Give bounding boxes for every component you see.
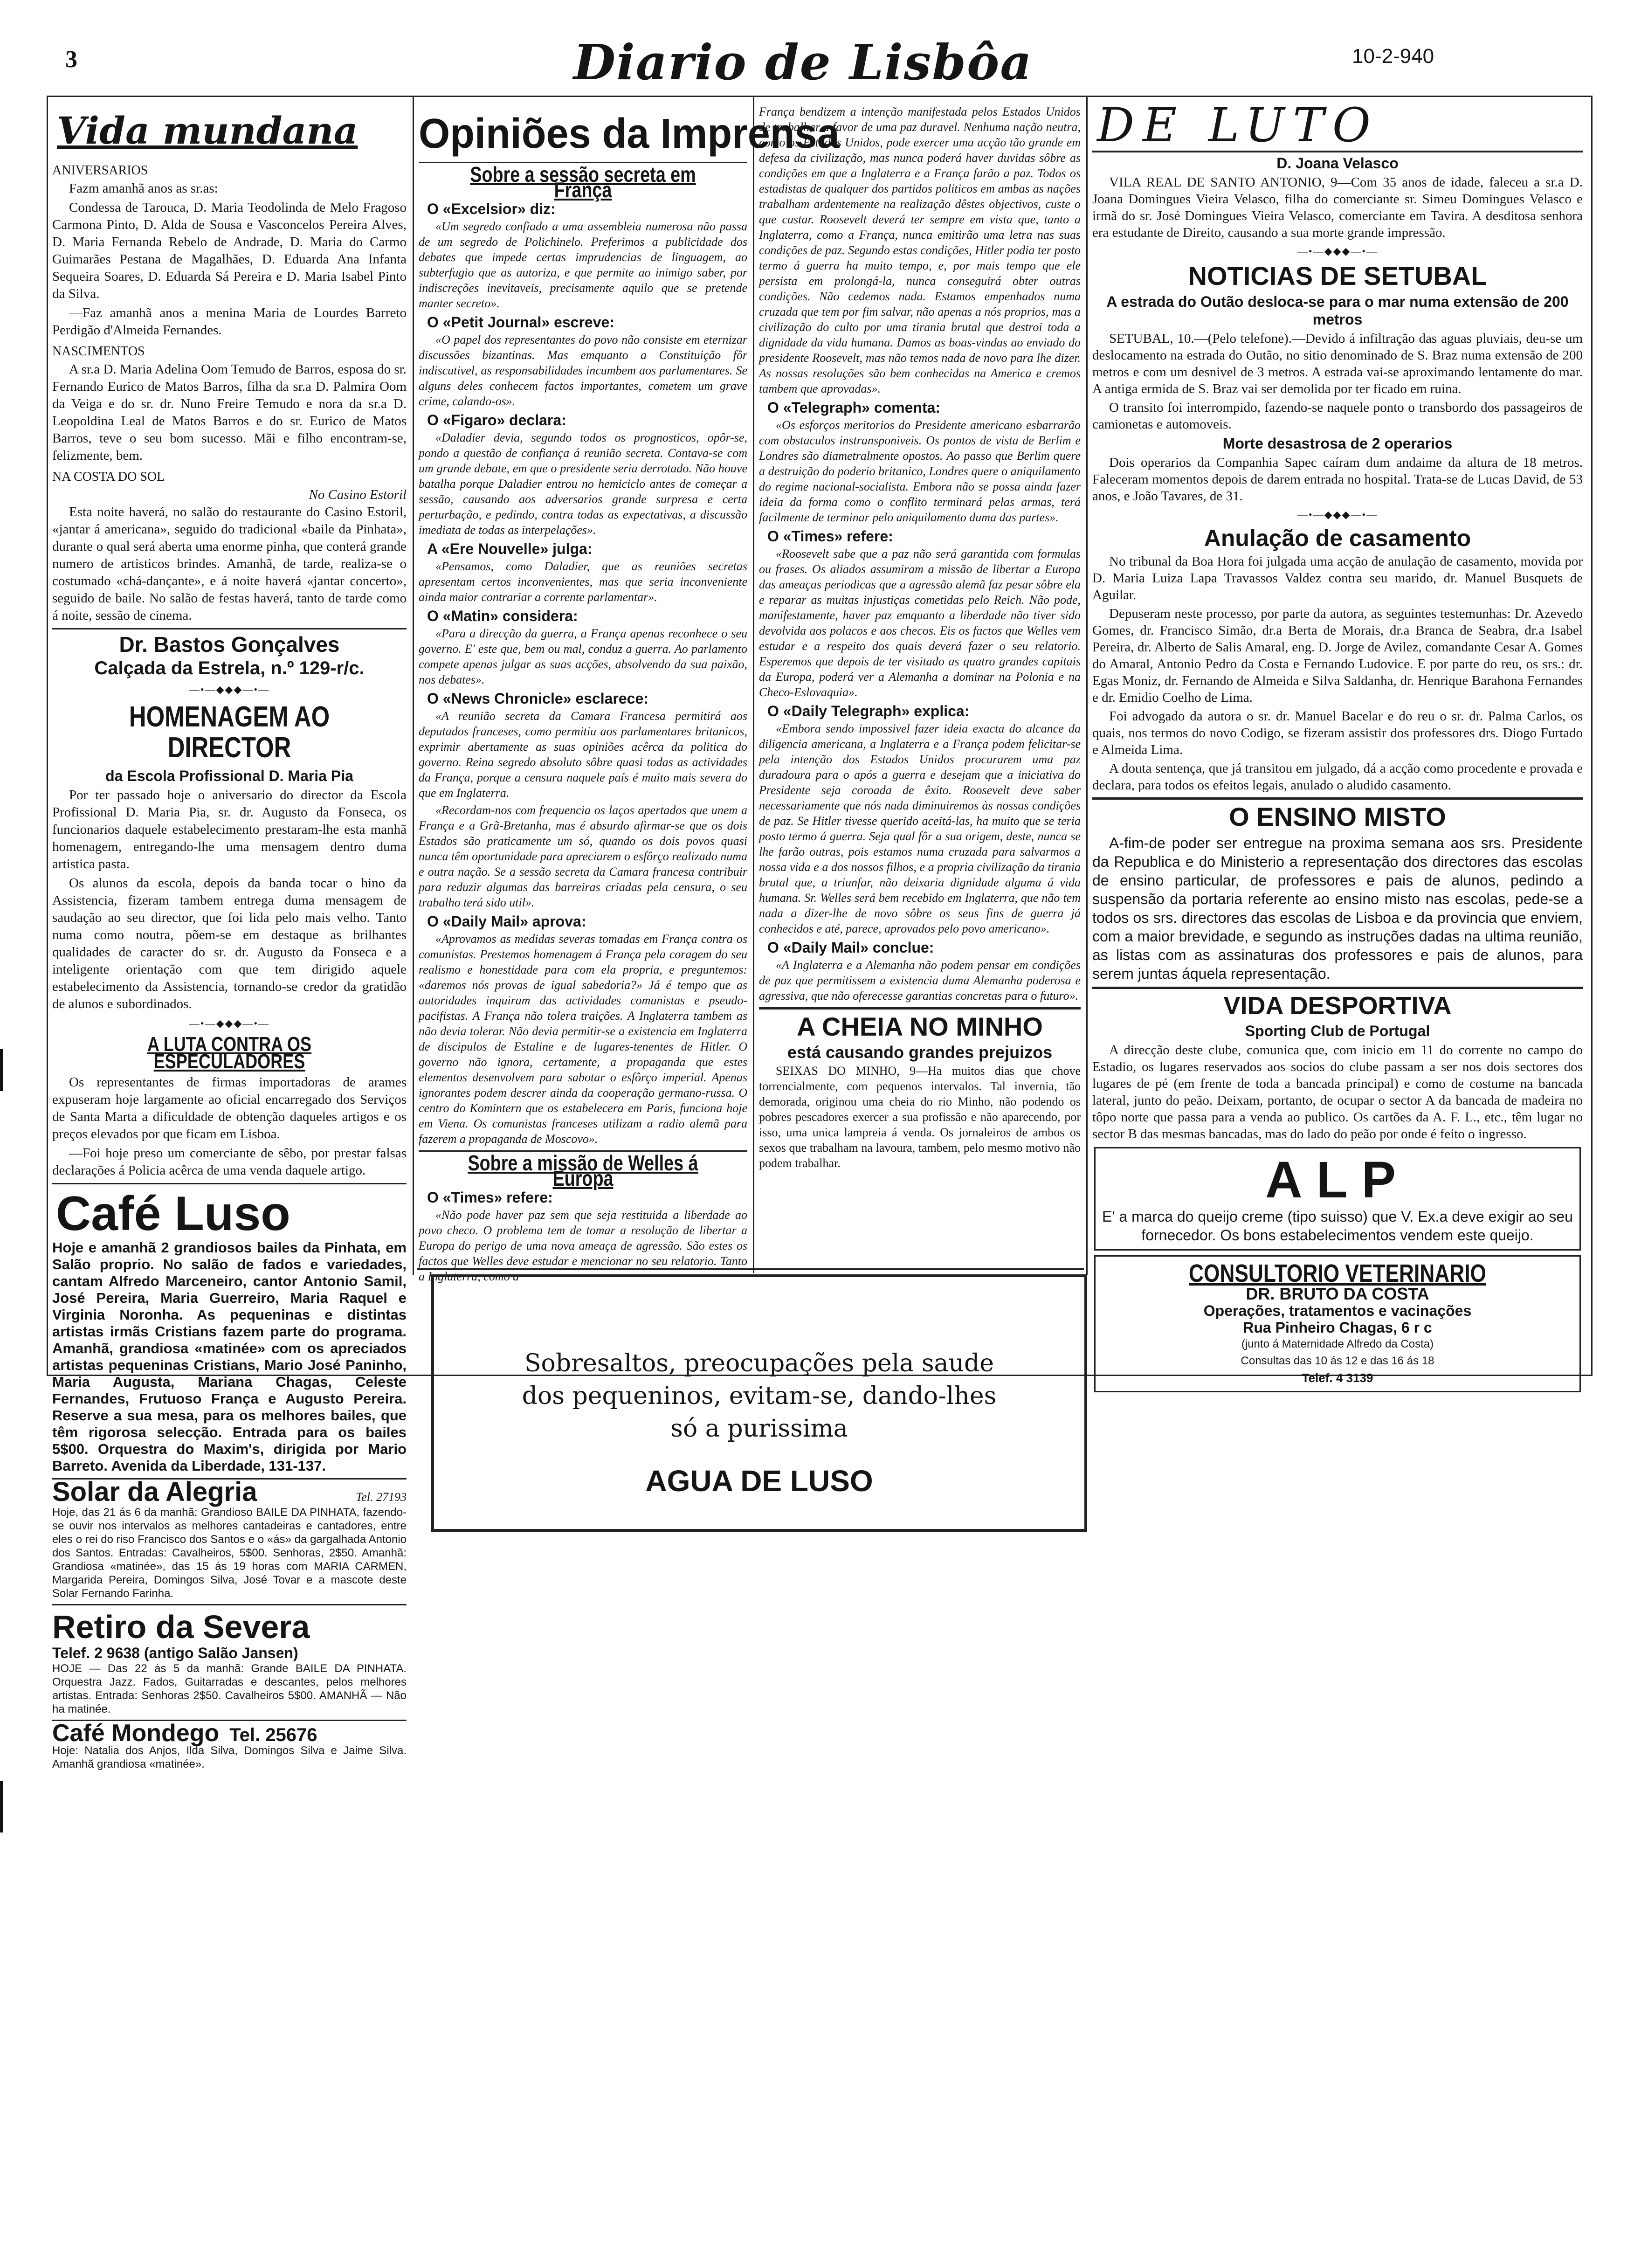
alp-title: ALP <box>1265 1151 1410 1209</box>
bastos-name: Dr. Bastos Gonçalves <box>119 632 340 657</box>
matin-body: «Para a direcção da guerra, a França apenas reconhece o seu governo. E' este que, bem ou mal, conduz a guerra. Ao parlamento compete apenas julgar as suas acções, absolvendo da sua paixão, nos debates». <box>419 627 747 686</box>
agua-de-luso-brand: AGUA DE LUSO <box>645 1464 873 1498</box>
mondego-tel: Tel. 25676 <box>229 1725 317 1746</box>
news-chronicle-body-2: «Recordam-nos com frequencia os laços apertados que unem a França e a Grã-Bretanha, mas é absurdo afirmar-se que os dois Estados são praticamente um só, quando os dois povos quasi nunca têm oportunidade para apreciarem o esfôrço realizado numa e outra nação. Se a sessão secreta da Camara francesa contribuir para reduzir algumas das barreiras criadas pela censura, o seu trabalho terá sido util». <box>419 803 747 909</box>
daily-mail-body: «Aprovamos as medidas severas tomadas em França contra os comunistas. Prestemos homenagem á França pela coragem do seu realismo e honestidade para com ela propria, e preguntemos: «daremos nós provas de igual sabedoria?» Já é tempo que as autoridades inquiram das actividades comunistas e pseudo-pacifistas. A França não tolera traições. A Inglaterra tambem as não devia tolerar. Não devia permitir-se a existencia em Inglaterra de discipulos de Estaline e de lugares-tenentes de Hitler. O governo não ignora, certamente, a propaganda que estes elementos desenvolvem para sabotar o esfôrço imperial. Apenas ignorantes podem descrer ainda da cooperação germano-russa. O centro do Komintern que os estabelecera em Paris, funciona hoje em Viena. Os comunistas franceses utilizam a radio alemã para fazerem a propaganda de Moscovo». <box>419 932 747 1146</box>
severa-tel: Telef. 2 9638 (antigo Salão Jansen) <box>52 1645 298 1662</box>
column-divider <box>1086 96 1088 1275</box>
cheia-subtitle: está causando grandes prejuizos <box>787 1042 1053 1062</box>
homenagem-body-1: Por ter passado hoje o aniversario do director da Escola Profissional D. Maria Pia, sr. dr. Augusto da Fonseca, os funcionarios daquele estabelecimento prestaram-lhe esta manhã homenagem, entregando-lhe uma mensagem dentro duma artistica pasta. <box>52 788 407 872</box>
costa-body: Esta noite haverá, no salão do restaurante do Casino Estoril, «jantar á americana», seguido do tradicional «baile da Pinhata», durante o qual será aberta uma enorme pinha, que conterá grande numero de artisticos brindes. Amanhã, de tarde, realiza-se o costumado «chá-dançante», e á noite haverá «jantar concerto», seguido de baile. No salão de festas haverá, tanto de tarde como á noite, sessão de cinema. <box>52 505 407 623</box>
opinioes-subhead-2: Sobre a missão de Welles á Europa <box>468 1151 698 1190</box>
daily-mail-2-body: «A Inglaterra e a Alemanha não podem pensar em condições de paz que permitissem a existencia duma Alemanha poderosa e agressiva, que não oferecesse garantias concretas para o futuro». <box>759 958 1081 1003</box>
cheia-title: A CHEIA NO MINHO <box>797 1012 1043 1041</box>
luto-name: D. Joana Velasco <box>1276 155 1399 172</box>
desportiva-title: VIDA DESPORTIVA <box>1223 992 1452 1020</box>
mondego-title: Café Mondego <box>52 1720 220 1747</box>
ornament: —•—◆◆◆—•— <box>189 1017 270 1030</box>
vet-services: Operações, tratamentos e vacinações <box>1203 1302 1472 1319</box>
opinioes-continuation: França bendizem a intenção manifestada pelos Estados Unidos de trabalhar a favor de uma paz duravel. Nenhuma nação neutra, como os Estados Unidos, pode exercer uma acção tão grande em defesa da civilização, mas nunca poderá haver duvidas sôbre as condições em que a Inglaterra e a França farão a paz. Todos os estadistas de qualquer dos partidos politicos em ambas as nações trabalham ardentemente na realização dêstes objectivos, custe o que custar. Roosevelt deverá ter sempre em vista que, tanto a Inglaterra, como a França, nunca emitirão uma letra nas suas condições de paz. Segundo estas condições, Hitler podia ter posto termo á guerra ha muito tempo, e, por mais tempo que ele persista em prolongá-la, nunca conseguirá obter outras condições. Não cedemos nada. Estamos empenhados numa cruzada que tem por fim salvar, não apenas a nós proprios, mas a civilização do culto por uma tirania brutal que destroi toda a dignidade da vida humana. Damos as boas-vindas ao enviado do presidente Roosevelt, mas não temos nada de novo para lhe dizer. As nossas resoluções são bem conhecidas na America e cremos tambem que aprovadas». <box>759 105 1081 395</box>
desportiva-body: A direcção deste clube, comunica que, com inicio em 11 do corrente no campo do Estadio, os lugares reservados aos socios do clube passam a ser nos dois sectores dos lugares de pé (em frente de toda a bancada principal) e como de costume na bancada lateral, junto do peão. Deixam, portanto, de ocupar o sector A da bancada de madeira no tôpo norte que passa para a venda ao publico. Os cartões da A. F. L., etc., têm lugar no sector B das mesmas bancadas, mas do lado do peão por onde é feito o ingresso. <box>1092 1042 1583 1141</box>
setubal-subhead-1: A estrada do Outão desloca-se para o mar numa extensão de 200 metros <box>1106 293 1569 328</box>
telegraph-label: O «Telegraph» comenta: <box>767 399 941 416</box>
luta-title: A LUTA CONTRA OS ESPECULADORES <box>147 1033 312 1073</box>
column-left <box>52 100 407 1771</box>
opinioes-subhead-1: Sobre a sessão secreta em França <box>470 162 696 202</box>
severa-body: HOJE — Das 22 ás 5 da manhã: Grande BAILE DA PINHATA. Orquestra Jazz. Fados, Guitarradas e descantes, pelos melhores artistas. Entrada: Senhoras 2$50. Cavalheiros 5$00. AMANHÃ — Não ha matinée. <box>52 1662 407 1716</box>
times-body: «Não pode haver paz sem que seja restituida a liberdade ao povo checo. O problema tem de tomar a resolução de libertar a Europa do perigo de uma nova ameaça de agressão. São estes os factos que Welles deve estudar e mencionar no seu relatorio. Tanto a Inglaterra, como a <box>419 1208 747 1283</box>
scan-mark <box>0 1781 3 1832</box>
anulacao-body-4: A douta sentença, que já transitou em julgado, dá a acção como procedente e provada e declara, para todos os efeitos legais, anulado o aludido casamento. <box>1092 761 1583 793</box>
divider <box>52 1183 407 1184</box>
aniversarios-intro: Fazm amanhã anos as sr.as: <box>69 181 218 196</box>
excelsior-body: «Um segredo confiado a uma assembleia numerosa não passa de um segredo de Polichinelo. Preferimos a publicidade dos debates que impede certas imprudencias de linguagem, ao subterfugio que as autoriza, e que permite ao inimigo saber, por indiscreções inevitaveis, precisamente aquilo que se pretende manter secreto». <box>419 220 747 310</box>
excelsior-label: O «Excelsior» diz: <box>427 201 556 217</box>
ensino-title: O ENSINO MISTO <box>1229 802 1446 832</box>
ere-nouvelle-label: A «Ere Nouvelle» julga: <box>427 540 593 557</box>
aniversarios-extra: —Faz amanhã anos a menina Maria de Lourdes Barreto Perdigão d'Almeida Fernandes. <box>52 305 407 338</box>
setubal-title: NOTICIAS DE SETUBAL <box>1188 261 1487 290</box>
setubal-body-1b: O transito foi interrompido, fazendo-se naquele ponto o transbordo dos passageiros de camionetas e automoveis. <box>1092 400 1583 432</box>
luto-title: DE LUTO <box>1092 100 1583 152</box>
luta-body-1: Os representantes de firmas importadoras de arames expuseram hoje largamente ao oficial encarregado dos Serviços de Santa Marta a dificuldade de obtenção daqueles artigos e os preços elevados por que ficam em Lisboa. <box>52 1075 407 1142</box>
aniversarios-body: Condessa de Tarouca, D. Maria Teodolinda de Melo Fragoso Carmona Pinto, D. Alda de Sousa e Vasconcelos Pereira Alves, D. Maria Fernanda Rebelo de Andrade, D. Maria do Carmo Guimarães Pestana de Magalhães, D. Eduarda Ana Infanta Sequeira Soares, D. Eduarda Sá Pereira e D. Maria Isabel Pinto da Silva. <box>52 200 407 301</box>
daily-telegraph-label: O «Daily Telegraph» explica: <box>767 703 970 719</box>
vet-doctor: DR. BRUTO DA COSTA <box>1246 1284 1429 1303</box>
times-2-body: «Roosevelt sabe que a paz não será garantida com formulas ou frases. Os aliados assumiram a missão de libertar a Europa das ameaças periodicas que a agressão alemã faz pesar sôbre ela e reparar as muitas injustiças cometidas pelo Reich. Não pode, manifestamente, haver paz emquanto a liberdade não tiver sido devolvida aos polacos e aos checos. Eis os factos que Welles vem estudar e a respeito dos quais deverá fazer o seu relatorio. Esperemos que depois de ter visitado as quatro grandes capitais da Europa, poderá ver a Alemanha a dominar na Polonia e na Checo-Eslovaquia». <box>759 547 1081 699</box>
news-chronicle-body-1: «A reunião secreta da Camara Francesa permitirá aos deputados franceses, como permitiu aos parlamentares britanicos, exprimir abertamente as suas opiniões acêrca da politica do governo. Reina segredo absoluto sôbre quasi todas as actividades da França, porque a censura naquele país é muito mais severa do que em Inglaterra. <box>419 709 747 800</box>
aniversarios-label: ANIVERSARIOS <box>52 163 148 178</box>
opinioes-title: Opiniões da Imprensa <box>419 111 840 157</box>
column-divider <box>753 96 754 1273</box>
scan-mark <box>0 1049 3 1091</box>
homenagem-title: HOMENAGEM AO DIRECTOR <box>129 701 330 764</box>
severa-title: Retiro da Severa <box>52 1609 310 1646</box>
divider <box>52 1604 407 1605</box>
ornament: —•—◆◆◆—•— <box>189 684 270 696</box>
ensino-body: A-fim-de poder ser entregue na proxima semana aos srs. Presidente da Republica e do Ministerio a representação dos directores das escolas de ensino particular, de professores e pais de alunos, pedindo a suspensão da portaria referente ao ensino misto nas escolas, pede-se a todos os srs. directores das escolas de Lisboa e da provincia que enviem, com a maior brevidade, e segundo as instruções dadas na ultima reunião, as listas com as assinaturas dos professores e pais de alunos, para serem juntas áquela representação. <box>1092 835 1583 982</box>
solar-alegria-body: Hoje, das 21 ás 6 da manhã: Grandioso BAILE DA PINHATA, fazendo-se ouvir nos intervalos as melhores cantadeiras e cantadores, entre eles o rei do riso Francisco dos Santos e o «ás» da gargalhada Antonio dos Santos. Entradas: Cavalheiros, 5$00. Senhoras, 2$50. Amanhã: Grandiosa «matinée», das 15 ás 19 horas com MARIA CARMEN, Margarida Pereira, Domingos Silva, José Tovar e a mascote deste Solar Fernando Farinha. <box>52 1506 407 1600</box>
agua-de-luso-ad <box>431 1274 1087 1532</box>
ere-nouvelle-body: «Pensamos, como Daladier, que as reuniões secretas apresentam certos inconvenientes, mas que seria inconveniente ainda maior contrariar a corrente parlamentar». <box>419 560 747 604</box>
divider <box>1092 797 1583 800</box>
anulacao-body-1: No tribunal da Boa Hora foi julgada uma acção de anulação de casamento, movida por D. Maria Luiza Lapa Travassos Valdez contra seu marido, dr. Manuel Busquets de Aguilar. <box>1092 554 1583 603</box>
vet-near: (junto á Maternidade Alfredo da Costa) <box>1241 1337 1434 1350</box>
alp-body: E' a marca do queijo creme (tipo suisso) que V. Ex.a deve exigir ao seu fornecedor. Os bons estabelecimentos vendem este queijo. <box>1102 1208 1573 1244</box>
agua-de-luso-text: Sobresaltos, preocupações pela saude dos pequeninos, evitam-se, dando-lhes só a purissima <box>522 1349 997 1443</box>
alp-ad <box>1094 1147 1581 1251</box>
divider <box>759 1007 1081 1010</box>
homenagem-subtitle: da Escola Profissional D. Maria Pia <box>105 768 353 785</box>
divider <box>1092 987 1583 989</box>
setubal-body-2: Dois operarios da Companhia Sapec caíram dum andaime da altura de 18 metros. Faleceram momentos depois de darem entrada no hospital. Trata-se de Lucas David, de 53 anos, e João Tavares, de 31. <box>1092 455 1583 504</box>
vet-title: CONSULTORIO VETERINARIO <box>1188 1259 1486 1287</box>
vet-tel: Telef. 4 3139 <box>1302 1370 1373 1385</box>
times-2-label: O «Times» refere: <box>767 528 893 545</box>
masthead: Diario de Lisbôa <box>573 34 1033 91</box>
issue-date: 10-2-940 <box>1352 45 1434 68</box>
nascimentos-label: NASCIMENTOS <box>52 344 145 359</box>
cheia-body: SEIXAS DO MINHO, 9—Ha muitos dias que chove torrencialmente, com pequenos intervalos. Tal invernia, tão demorada, originou uma cheia do rio Minho, não podendo os pobres pescadores exercer a sua profissão e não aparecendo, por isso, uma unica lampreia á venda. Os jornaleiros de ambos os sexos que trabalham na lavoura, tambem, pelo mesmo motivo não podem trabalhar. <box>759 1064 1081 1170</box>
section-title-vida-mundana: Vida mundana <box>57 109 358 152</box>
news-chronicle-label: O «News Chronicle» esclarece: <box>427 690 648 707</box>
vet-hours: Consultas das 10 ás 12 e das 16 ás 18 <box>1241 1354 1434 1367</box>
setubal-subhead-2: Morte desastrosa de 2 operarios <box>1222 435 1453 452</box>
cafe-luso-body: Hoje e amanhã 2 grandiosos bailes da Pinhata, em Salão proprio. No salão de fados e variedades, cantam Alfredo Marceneiro, cantor Antonio Samil, José Pereira, Maria Guerreiro, Maria Raquel e Virginia Noronha. As pequeninas e distintas artistas irmãs Cristians fazem parte do programa. Amanhã, grandiosa «matinée» com os apreciados artistas pequeninas Cristians, Mario José Paninho, Maria Augusta, Mariana Chagas, Celeste Fernandes, Frutuoso França e Augusto Pereira. Reserve a sua mesa, para os melhores bailes, que têm rigorosa selecção. Entrada para os bailes 5$00. Orquestra do Maxim's, dirigida por Mario Barreto. Avenida da Liberdade, 131-137. <box>52 1239 407 1474</box>
nascimentos-body: A sr.a D. Maria Adelina Oom Temudo de Barros, esposa do sr. Fernando Eurico de Matos Barros, filha da sr.a D. Palmira Oom da Veiga e do sr. dr. Nuno Freire Temudo e nora da sr.a D. Leopoldina Leal de Matos Barros e do sr. Eurico de Matos Barros, teve o seu bom sucesso. Mãi e filho encontram-se, felizmente, bem. <box>52 362 407 463</box>
vet-ad <box>1094 1255 1581 1392</box>
column-opinioes-cont <box>759 100 1081 1266</box>
daily-mail-2-label: O «Daily Mail» conclue: <box>767 939 934 956</box>
column-right <box>1092 100 1583 2031</box>
anulacao-title: Anulação de casamento <box>1204 525 1471 551</box>
figaro-body: «Daladier devia, segundo todos os prognosticos, opôr-se, pondo a questão de confiança á reunião secreta. Contava-se com um grande debate, em que o presidente seria derrotado. Não houve batalha porque Daladier entrou no hemiciclo antes de começar a sessão, causando aos adversarios grande surpresa e certa perturbação, e pedindo, contra todas as expectativas, a discussão imediata de todas as interpelações». <box>419 431 747 537</box>
divider <box>52 628 407 629</box>
petit-journal-body: «O papel dos representantes do povo não consiste em eternizar discussões bizantinas. Mas emquanto a Constituição fôr indiscutivel, as responsabilidades incumbem aos parlamentares. Se alguns deles conhecem factos importantes, cometem um grave crime, calando-os». <box>419 333 747 408</box>
desportiva-subtitle: Sporting Club de Portugal <box>1245 1022 1430 1039</box>
daily-mail-label: O «Daily Mail» aprova: <box>427 913 586 930</box>
luto-body: VILA REAL DE SANTO ANTONIO, 9—Com 35 anos de idade, faleceu a sr.a D. Joana Domingues Vieira Velasco, filha do comerciante sr. Simeu Domingues Velasco e irmã do sr. José Domingues Vieira Velasco, comerciante em Tavira. A desditosa senhora era estudante de Direito, causando a sua morte grande impressão. <box>1092 175 1583 240</box>
page-number: 3 <box>65 46 77 73</box>
times-label: O «Times» refere: <box>427 1189 553 1206</box>
solar-alegria-title: Solar da Alegria <box>52 1477 257 1507</box>
petit-journal-label: O «Petit Journal» escreve: <box>427 314 614 331</box>
ornament: —•—◆◆◆—•— <box>1297 508 1378 520</box>
cafe-luso-title: Café Luso <box>56 1187 290 1241</box>
column-opinioes <box>419 100 840 1283</box>
ornament: —•—◆◆◆—•— <box>1297 245 1378 257</box>
anulacao-body-3: Foi advogado da autora o sr. dr. Manuel Bacelar e do reu o sr. dr. Palma Carlos, os quais, nos termos do novo Codigo, se fizeram assistir dos professores drs. Diogo Furtado e Almeida Lima. <box>1092 709 1583 758</box>
figaro-label: O «Figaro» declara: <box>427 412 566 429</box>
anulacao-body-2: Depuseram neste processo, por parte da autora, as seguintes testemunhas: Dr. Azevedo Gomes, dr. Francisco Simão, dr.a Berta de Morais, dr.a Branca de Seabra, dr.a Isabel Pereira, dr. Alberto de Salis Amaral, eng. D. Jorge de Avilez, comandante Cesar A. Gomes do Amaral, Antonio Pedro da Costa e Fernando Ludovice. E por parte do reu, os srs.: dr. Egas Moniz, dr. Fernando de Almeida e Silva Saldanha, dr. Henrique Barahona Fernandes e dr. Emidio Coelho de Lima. <box>1092 606 1583 705</box>
costa-label: NA COSTA DO SOL <box>52 470 165 484</box>
solar-alegria-tel: Tel. 27193 <box>356 1490 407 1504</box>
homenagem-body-2: Os alunos da escola, depois da banda tocar o hino da Assistencia, fizeram tambem entrega duma mensagem de saudação ao seu director, que foi lida pelo mais velho. Tanto numa como noutra, põem-se em destaque as brilhantes qualidades de caracter do sr. dr. Augusto da Fonseca e a inteligente orientação com que tem dirigido aquele estabelecimento da Assistencia, tornando-se credor da gratidão de alunos e subordinados. <box>52 876 407 1012</box>
costa-place: No Casino Estoril <box>309 487 407 502</box>
daily-telegraph-body: «Embora sendo impossivel fazer ideia exacta do alcance da diligencia americana, a Inglaterra e a França podem felicitar-se pela intenção dos Estados Unidos procurarem uma paz duradoura para o após a guerra e desejam que a iniciativa do Presidente seja coroada de êxito. Roosevelt deve saber necessariamente que nós nada diminuiremos às nossas condições de paz. Se Hitler tivesse querido aceitá-las, ha muito que se teria posto termo á guerra. Seja qual fôr a sua origem, deste, nunca se lhe farão outras, pois estamos numa cruzada para salvarmos a nossa vida e a dos nossos filhos, e a propria civilização da tirania brutal que, a triunfar, não deixaria dignidade alguma á vida humana. Sr. Welles será bem recebido em Inglaterra, que não tem nada a dizer-lhe de novo sôbre os seus fins de guerra já conhecidos e até, parece, aprovados pelo povo americano». <box>759 722 1081 935</box>
luta-body-2: —Foi hoje preso um comerciante de sêbo, por prestar falsas declarações á Policia acêrca de uma venda daquele artigo. <box>52 1146 407 1178</box>
telegraph-body: «Os esforços meritorios do Presidente americano esbarrarão com obstaculos instransponiveis. Os pontos de vista de Berlim e Londres são diametralmente opostos. Ao passo que Berlim quere a destruição do poderio britanico, Londres quere o aniquilamento do regime nacional-socialista. Embora não se possa ainda fazer ideia da forma como o conflito terminará pelas armas, terá facilmente de terminar pelo aniquilamento duma das partes». <box>759 418 1081 524</box>
setubal-body-1: SETUBAL, 10.—(Pelo telefone).—Devido á infiltração das aguas pluviais, deu-se um deslocamento na estrada do Outão, no sitio denominado de S. Braz numa extensão de 200 metros e com um desnivel de 3 metros. A estrada vai-se aproximando lentamente do mar. A antiga ermida de S. Braz vai ser demolida por ter ficado em ruina. <box>1092 331 1583 396</box>
vet-address: Rua Pinheiro Chagas, 6 r c <box>1243 1319 1432 1336</box>
mondego-body: Hoje: Natalia dos Anjos, Ilda Silva, Domingos Silva e Jaime Silva. Amanhã grandiosa «matinée». <box>52 1744 407 1771</box>
matin-label: O «Matin» considera: <box>427 608 578 624</box>
bastos-address: Calçada da Estrela, n.º 129-r/c. <box>94 658 365 679</box>
column-divider <box>413 96 414 1275</box>
